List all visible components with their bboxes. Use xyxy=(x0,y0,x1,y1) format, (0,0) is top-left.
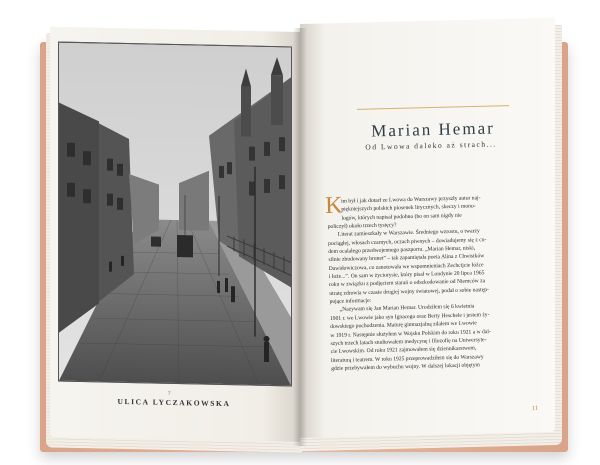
book-gutter xyxy=(293,28,307,446)
body-line: Literat zamieszkały w Warszawie. Średniego wzrostu, o twarzy xyxy=(337,228,480,239)
body-line: dem ocalałego przedwojennego paszportu. „Marian Hemar, niski, xyxy=(328,245,476,256)
body-line: roku w związku z podjęciem starań o odszkodowanie od Niemców za xyxy=(329,278,486,289)
body-line: szych trzech latach studiowałem medycynę i filozofię na Uniwersyte- xyxy=(330,336,487,347)
body-line: w 1919 r. Następnie służyłem w Wojsku Polskim do roku 1921 a w dal- xyxy=(330,328,491,339)
right-page-number: 11 xyxy=(531,404,539,413)
body-line: pujące informacje: xyxy=(329,298,372,306)
body-line: i łoże...”. On sam w życiorysie, który pisał w Londynie 20 lipca 1965 xyxy=(328,270,485,281)
body-line: im był i jak dotarł ze Lwowa do Warszawy przyszły autor naj- xyxy=(341,195,481,205)
photo-caption: ULICA LYCZAKOWSKA xyxy=(117,396,231,409)
body-line: logów, których napisał podobno (bo on sam nigdy nie xyxy=(341,212,462,222)
street-photo-illustration xyxy=(59,43,291,386)
body-line: policzył) około trzech tysięcy? xyxy=(327,222,397,231)
body-line: piękniejszych polskich piosenek lirycznych, skeczy i mono- xyxy=(341,203,476,213)
body-line: utratę zdrowia w czasie drugiej wojny światowej, podał o sobie następ- xyxy=(329,286,489,297)
chapter-body xyxy=(324,192,533,373)
body-line: gdzie przebywałem do wybuchu wojny. W dalszej lokacji objętym xyxy=(331,362,480,372)
street-photograph xyxy=(58,42,292,387)
body-line: Dawidowiczowa, co zanotowała we wspomnieniach Zechcijcie łóżce xyxy=(328,261,484,272)
body-line: literaturą i teatrem. W roku 1925 przeprowadziłem się do Warszawy xyxy=(330,353,484,364)
body-line: cie Lwowskim. Od roku 1921 zajmowałem się dziennikarstwem, xyxy=(330,345,477,356)
body-line: pociągłej, włosach czarnych, oczach piwnych – dowiadujemy się z cu- xyxy=(328,236,487,247)
chapter-title: Marian Hemar xyxy=(370,118,495,141)
body-line: dowskiego pochodzenia. Maturę gimnazjalną zdałem we Lwowie xyxy=(330,320,477,331)
drop-cap-letter: K xyxy=(324,192,343,220)
body-line: „Nazywam się Jan Marian Hemar. Urodziłem się 6 kwietnia xyxy=(339,303,475,314)
drop-cap-paragraph xyxy=(324,192,530,231)
body-line: 1901 r. we Lwowie jako syn Ignacego oraz Berty Heschele i jestem ży- xyxy=(329,311,490,322)
chapter-subtitle: Od Lwowa daleko aż strach... xyxy=(365,139,497,152)
body-line: silnie zbudowany brunet” – tak zapamiętała poeta Alina z Chwistków xyxy=(328,253,485,264)
left-page-number: 7 xyxy=(168,392,171,397)
